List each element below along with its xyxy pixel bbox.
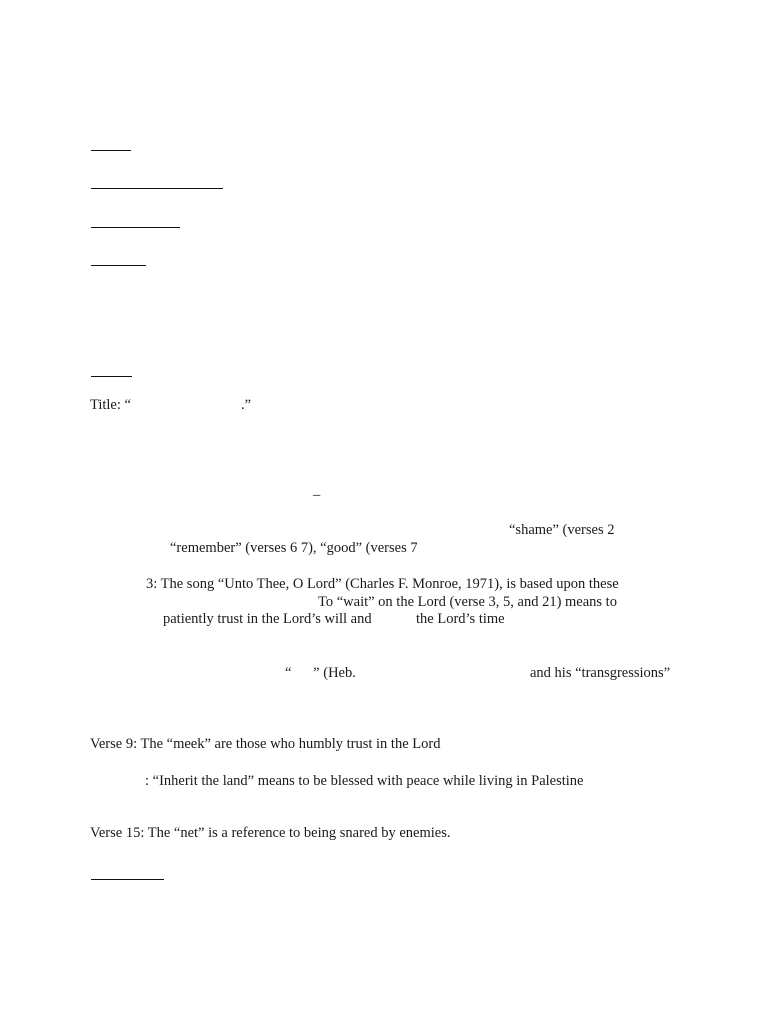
heading-rule-6 [91,879,164,880]
verse15-text: Verse 15: The “net” is a reference to being snared by enemies. [90,825,451,841]
verse3-line2: To “wait” on the Lord (verse 3, 5, and 21) means to [318,594,617,610]
transgressions-text: and his “transgressions” [530,665,671,681]
heading-rule-2 [91,188,223,189]
title-suffix: .” [241,397,252,413]
dash-mark: – [313,487,321,503]
verse3-line3a: patiently trust in the Lord’s will and [163,611,372,627]
heading-rule-4 [91,265,146,266]
remember-text: “remember” (verses 6 7), “good” (verses 7 [170,540,418,556]
verse9-text: Verse 9: The “meek” are those who humbly trust in the Lord [90,736,441,752]
verse3-line3b: the Lord’s time [416,611,505,627]
heading-rule-5 [91,376,132,377]
inherit-text: : “Inherit the land” means to be blessed with peace while living in Palestine [145,773,584,789]
title-prefix: Title: “ [90,397,131,413]
heb-quotes: “ ” (Heb. [285,665,356,681]
heading-rule-1 [91,150,131,151]
shame-text: “shame” (verses 2 [509,522,615,538]
verse3-line1: 3: The song “Unto Thee, O Lord” (Charles F. Monroe, 1971), is based upon these [146,576,619,592]
heading-rule-3 [91,227,180,228]
